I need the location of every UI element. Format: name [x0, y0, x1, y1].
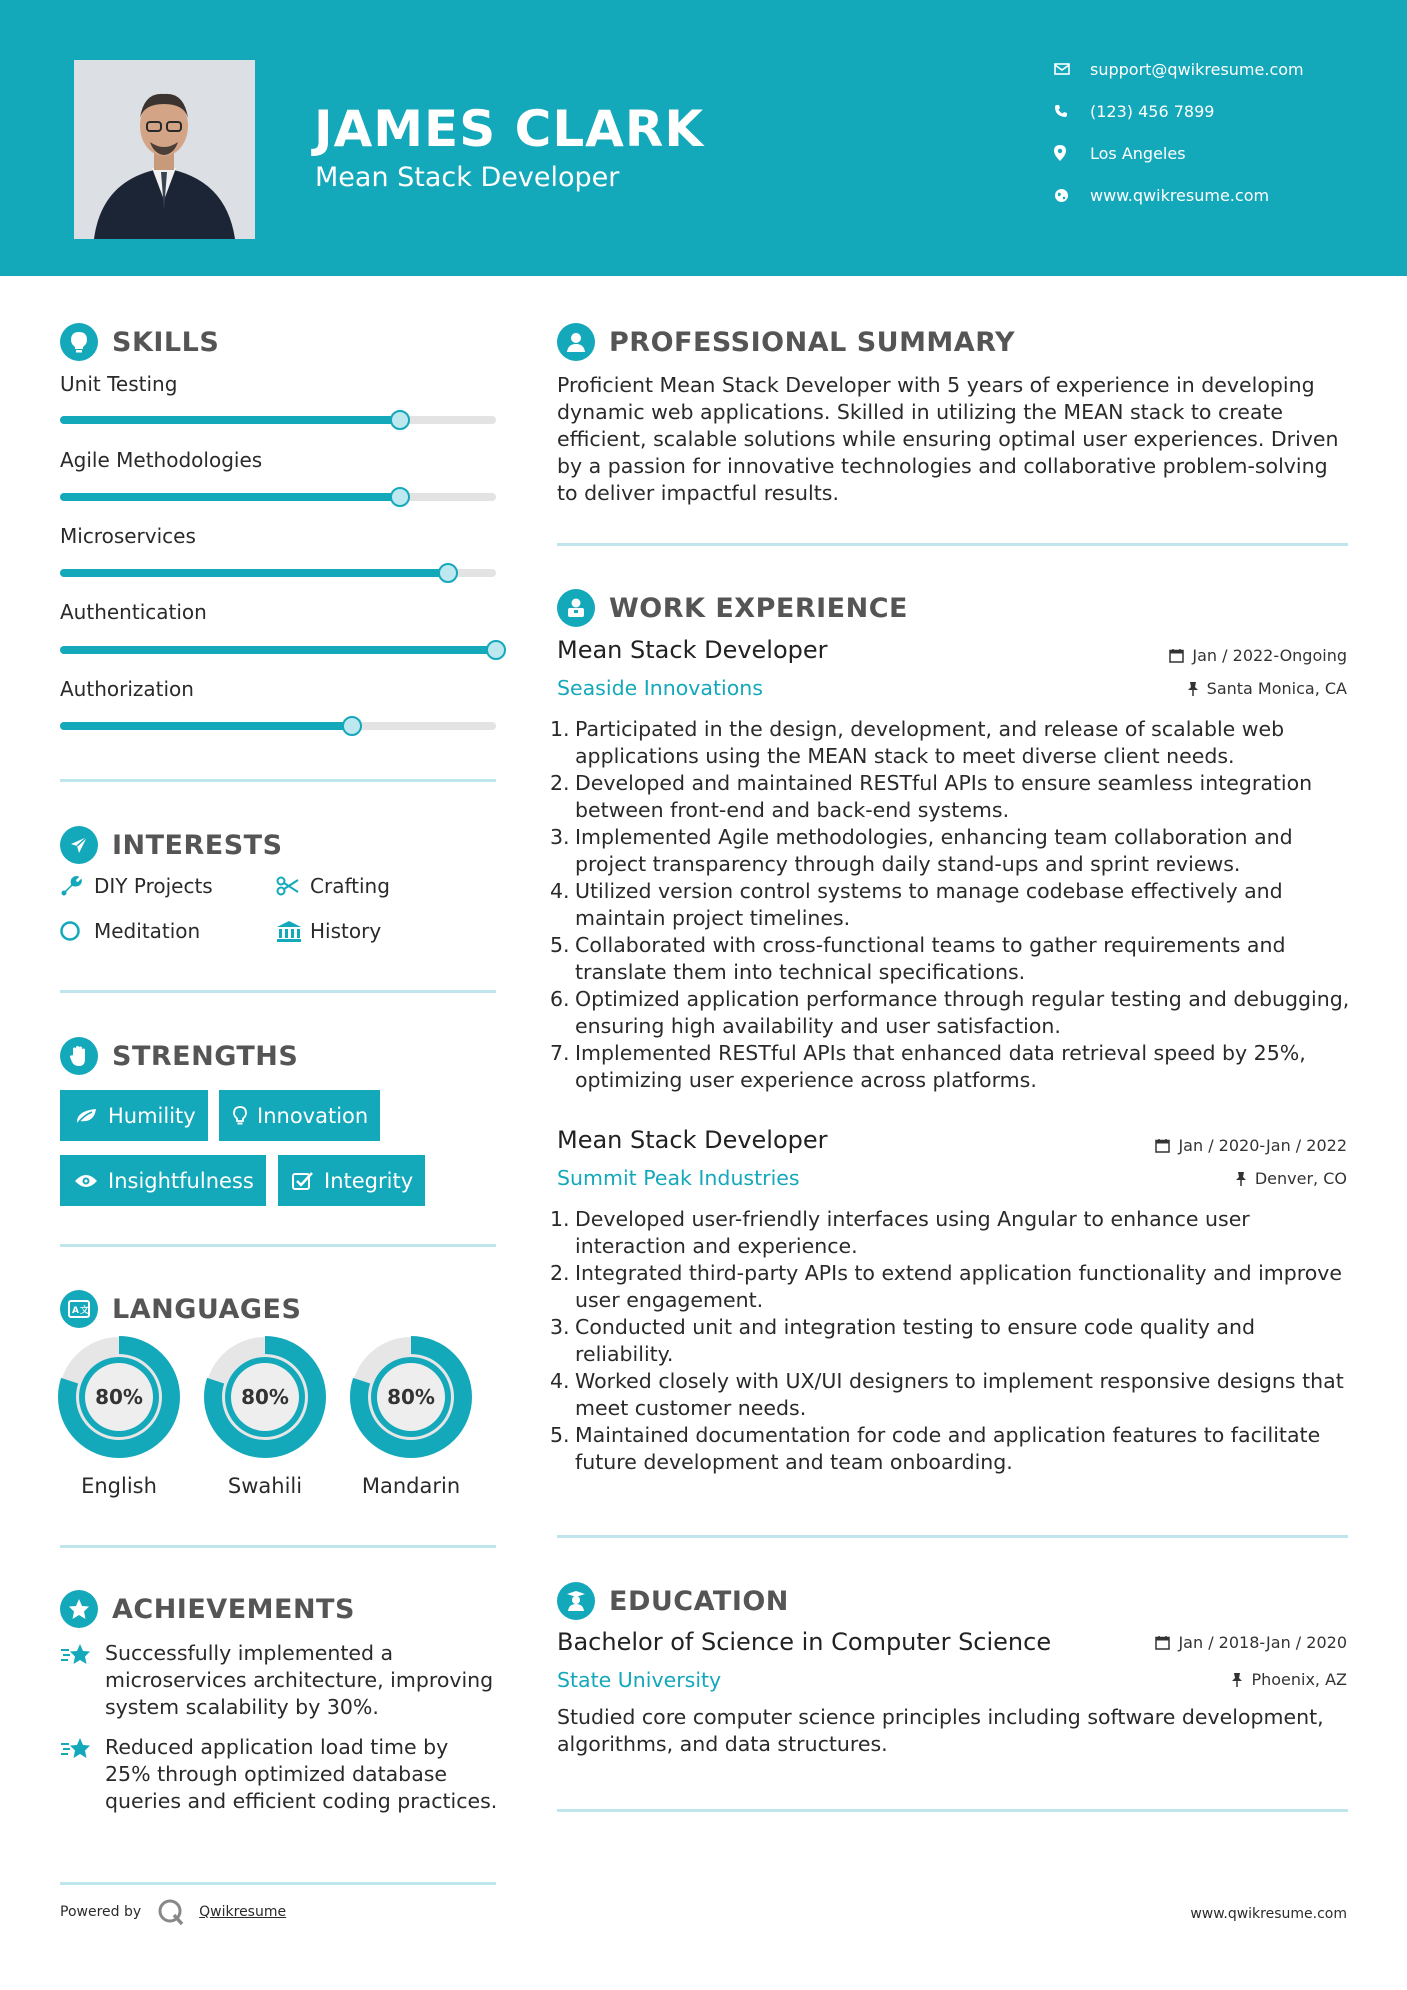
skill-bar-knob: [438, 563, 458, 583]
footer-powered-by: [60, 1898, 286, 1926]
interest-item: [276, 874, 390, 898]
bullet-text: Implemented Agile methodologies, enhancing team collaboration and project transparency through daily stand-ups and sprint reviews.: [575, 825, 1293, 876]
divider: [60, 1545, 496, 1548]
bullet-text: Worked closely with UX/UI designers to implement responsive designs that meet customer needs.: [575, 1369, 1344, 1420]
thumbtack-icon: [1235, 1171, 1247, 1186]
calendar-icon: [1169, 648, 1184, 663]
bullet-text: Collaborated with cross-functional teams to gather requirements and translate them into technical specifications.: [575, 933, 1286, 984]
phone-icon: [1054, 104, 1090, 118]
envelope-icon: [1054, 62, 1090, 76]
language-name: English: [81, 1474, 157, 1498]
bullet-item: 1. Developed user-friendly interfaces using Angular to enhance user interaction and experience.: [550, 1206, 1350, 1260]
bullet-text: Participated in the design, development, and release of scalable web applications using the MEAN stack to meet diverse client needs.: [575, 717, 1285, 768]
strengths-section-title: [60, 1037, 298, 1075]
calendar-icon: [1155, 1138, 1170, 1153]
svg-text:A: A: [72, 1306, 80, 1316]
bullet-text: Optimized application performance through regular testing and debugging, ensuring high availability and user satisfaction.: [575, 987, 1350, 1038]
skill-name: Authentication: [60, 600, 207, 624]
contact-location-text: Los Angeles: [1090, 143, 1186, 163]
skill-bar-knob: [342, 716, 362, 736]
job-bullets: [550, 1206, 1350, 1476]
bullet-item: 6. Optimized application performance through regular testing and debugging, ensuring high availability and user satisfaction.: [550, 987, 1350, 1038]
skill-name: Authorization: [60, 677, 194, 701]
user-icon: [557, 323, 595, 361]
skills-title-text: SKILLS: [112, 326, 220, 358]
language-percent-label: 80%: [241, 1385, 289, 1409]
job-title: Mean Stack Developer: [557, 636, 828, 664]
header-banner: [0, 0, 1407, 276]
interest-item: [60, 874, 213, 898]
school-name: State University: [557, 1668, 722, 1692]
hand-icon: [60, 1037, 98, 1075]
company-name: Summit Peak Industries: [557, 1166, 800, 1190]
interest-label: Crafting: [310, 874, 390, 898]
globe-icon: [1054, 188, 1090, 203]
job-dates: [1169, 646, 1347, 665]
footer-website[interactable]: www.qwikresume.com: [1190, 1906, 1347, 1922]
contact-website[interactable]: [1054, 180, 1374, 210]
bullet-item: 3. Conducted unit and integration testing to ensure code quality and reliability.: [550, 1314, 1350, 1368]
summary-title-text: PROFESSIONAL SUMMARY: [609, 326, 1016, 358]
lightbulb-icon: [60, 323, 98, 361]
bullet-item: 2. Integrated third-party APIs to extend application functionality and improve user engagement.: [550, 1260, 1350, 1314]
calendar-icon: [1155, 1635, 1170, 1650]
skill-name: Agile Methodologies: [60, 448, 263, 472]
bullet-text: Developed and maintained RESTful APIs to ensure seamless integration between front-end and back-end systems.: [575, 771, 1313, 822]
achievement-text: Successfully implemented a microservices architecture, improving system scalability by 30%.: [105, 1641, 494, 1719]
languages-section-title: [60, 1290, 301, 1328]
check-square-icon: [292, 1171, 314, 1191]
education-title-text: EDUCATION: [609, 1585, 789, 1617]
summary-section-title: [557, 323, 1015, 361]
contact-email[interactable]: [1054, 54, 1374, 84]
translate-icon: [60, 1290, 98, 1328]
job-dates: [1155, 1136, 1347, 1155]
degree-title: Bachelor of Science in Computer Science: [557, 1628, 1052, 1656]
experience-section-title: [557, 589, 908, 627]
shooting-star-icon: [60, 1734, 105, 1815]
strength-badge: [278, 1155, 425, 1206]
svg-text:文: 文: [80, 1306, 90, 1316]
brand-link[interactable]: Qwikresume: [199, 1904, 287, 1920]
strength-label: Integrity: [324, 1168, 414, 1193]
education-description: Studied core computer science principles including software development, algorithms, and data structures.: [557, 1705, 1324, 1756]
candidate-role: Mean Stack Developer: [315, 162, 620, 193]
language-percent-label: 80%: [95, 1385, 143, 1409]
graduation-user-icon: [557, 1582, 595, 1620]
job-bullets: [550, 716, 1350, 1094]
interests-title-text: INTERESTS: [112, 829, 283, 861]
job-location-text: Santa Monica, CA: [1206, 679, 1347, 698]
divider: [60, 1882, 496, 1885]
interest-label: DIY Projects: [94, 874, 213, 898]
bullet-item: 2. Developed and maintained RESTful APIs to ensure seamless integration between front-end and back-end systems.: [550, 770, 1350, 824]
interest-item: [276, 919, 381, 943]
education-location: [1231, 1670, 1347, 1689]
skill-bar-knob: [486, 640, 506, 660]
strength-label: Insightfulness: [108, 1168, 254, 1193]
strength-label: Innovation: [257, 1103, 369, 1128]
education-location-text: Phoenix, AZ: [1251, 1670, 1347, 1689]
contact-website-text: www.qwikresume.com: [1090, 185, 1270, 205]
skill-bar: [60, 722, 496, 730]
bullet-text: Utilized version control systems to manage codebase effectively and maintain project timelines.: [575, 879, 1283, 930]
skill-bar-fill: [60, 493, 400, 501]
divider: [557, 1535, 1348, 1538]
eye-icon: [74, 1173, 98, 1189]
job-location: [1187, 679, 1347, 698]
achievement-item: [60, 1640, 500, 1721]
divider: [60, 779, 496, 782]
job-title: Mean Stack Developer: [557, 1126, 828, 1154]
bullet-item: 1. Participated in the design, development, and release of scalable web applications using the MEAN stack to meet diverse client needs.: [550, 716, 1350, 770]
divider: [60, 1244, 496, 1247]
skill-bar-fill: [60, 722, 352, 730]
thumbtack-icon: [1187, 681, 1199, 696]
interest-label: History: [310, 919, 382, 943]
interest-item: [60, 919, 200, 943]
strength-badge: [219, 1090, 380, 1141]
bank-icon: [276, 920, 310, 942]
education-dates-text: Jan / 2018-Jan / 2020: [1178, 1633, 1347, 1652]
contact-phone-text: (123) 456 7899: [1090, 101, 1215, 121]
circle-icon: [60, 920, 94, 942]
bullet-text: Conducted unit and integration testing to ensure code quality and reliability.: [575, 1315, 1255, 1366]
language-rings: [0, 1330, 500, 1470]
qwikresume-logo-icon: [157, 1898, 185, 1926]
education-section-title: [557, 1582, 789, 1620]
languages-title-text: LANGUAGES: [112, 1293, 302, 1325]
job-location-text: Denver, CO: [1254, 1169, 1347, 1188]
bullet-item: 4. Utilized version control systems to manage codebase effectively and maintain project timelines.: [550, 878, 1350, 932]
star-icon: [60, 1590, 98, 1628]
wrench-icon: [60, 875, 94, 897]
skills-section-title: [60, 323, 219, 361]
bullet-item: 5. Maintained documentation for code and application features to facilitate future development and team onboarding.: [550, 1422, 1350, 1476]
achievements-section-title: [60, 1590, 355, 1628]
bullet-text: Maintained documentation for code and application features to facilitate future development and team onboarding.: [575, 1423, 1321, 1474]
divider: [60, 990, 496, 993]
profile-photo: [74, 60, 255, 239]
language-name: Swahili: [227, 1474, 303, 1498]
skill-bar: [60, 569, 496, 577]
strength-badge: [60, 1155, 266, 1206]
skill-name: Microservices: [60, 524, 196, 548]
skill-bar: [60, 646, 496, 654]
divider: [557, 1809, 1348, 1812]
skill-bar-knob: [390, 487, 410, 507]
achievement-text: Reduced application load time by 25% through optimized database queries and efficient coding practices.: [105, 1735, 498, 1813]
experience-title-text: WORK EXPERIENCE: [609, 592, 908, 624]
skill-bar-fill: [60, 646, 496, 654]
briefcase-user-icon: [557, 589, 595, 627]
bullet-item: 5. Collaborated with cross-functional teams to gather requirements and translate them into technical specifications.: [550, 932, 1350, 986]
shooting-star-icon: [60, 1640, 105, 1721]
paper-plane-icon: [60, 826, 98, 864]
skill-bar-knob: [390, 410, 410, 430]
scissors-icon: [276, 876, 310, 896]
achievements-title-text: ACHIEVEMENTS: [112, 1593, 355, 1625]
strength-label: Humility: [108, 1103, 196, 1128]
strength-badge: [60, 1090, 208, 1141]
map-pin-icon: [1054, 145, 1090, 161]
contact-email-text: support@qwikresume.com: [1090, 59, 1304, 79]
language-name: Mandarin: [361, 1474, 461, 1498]
achievement-item: [60, 1734, 500, 1815]
skill-bar: [60, 493, 496, 501]
leaf-icon: [74, 1107, 98, 1125]
interests-section-title: [60, 826, 283, 864]
contact-location: [1054, 138, 1374, 168]
skill-bar: [60, 416, 496, 424]
bullet-item: 3. Implemented Agile methodologies, enhancing team collaboration and project transparency through daily stand-ups and sprint reviews.: [550, 824, 1350, 878]
skill-bar-fill: [60, 569, 448, 577]
skill-bar-fill: [60, 416, 400, 424]
interest-label: Meditation: [94, 919, 201, 943]
bullet-item: 7. Implemented RESTful APIs that enhanced data retrieval speed by 25%, optimizing user experience across platforms.: [550, 1040, 1350, 1094]
contact-phone[interactable]: [1054, 96, 1374, 126]
lightbulb-icon: [233, 1106, 247, 1126]
bullet-item: 4. Worked closely with UX/UI designers to implement responsive designs that meet customer needs.: [550, 1368, 1350, 1422]
summary-text: Proficient Mean Stack Developer with 5 years of experience in developing dynamic web applications. Skilled in utilizing the MEAN stack to create efficient, scalable solutions while ensuring optimal user experiences. Driven by a passion for innovative technologies and collaborative problem-solving to deliver impactful results.: [557, 373, 1339, 505]
bullet-text: Implemented RESTful APIs that enhanced data retrieval speed by 25%, optimizing user experience across platforms.: [575, 1041, 1306, 1092]
company-name: Seaside Innovations: [557, 676, 763, 700]
divider: [557, 543, 1348, 546]
bullet-text: Developed user-friendly interfaces using Angular to enhance user interaction and experience.: [575, 1207, 1250, 1258]
candidate-name: JAMES CLARK: [314, 100, 705, 158]
job-dates-text: Jan / 2022-Ongoing: [1192, 646, 1347, 665]
job-dates-text: Jan / 2020-Jan / 2022: [1178, 1136, 1347, 1155]
thumbtack-icon: [1231, 1672, 1243, 1687]
powered-by-text: Powered by: [60, 1904, 142, 1920]
job-location: [1235, 1169, 1347, 1188]
skill-name: Unit Testing: [60, 372, 178, 396]
strengths-title-text: STRENGTHS: [112, 1040, 299, 1072]
language-percent-label: 80%: [387, 1385, 435, 1409]
bullet-text: Integrated third-party APIs to extend application functionality and improve user engagement.: [575, 1261, 1343, 1312]
education-dates: [1155, 1633, 1347, 1652]
